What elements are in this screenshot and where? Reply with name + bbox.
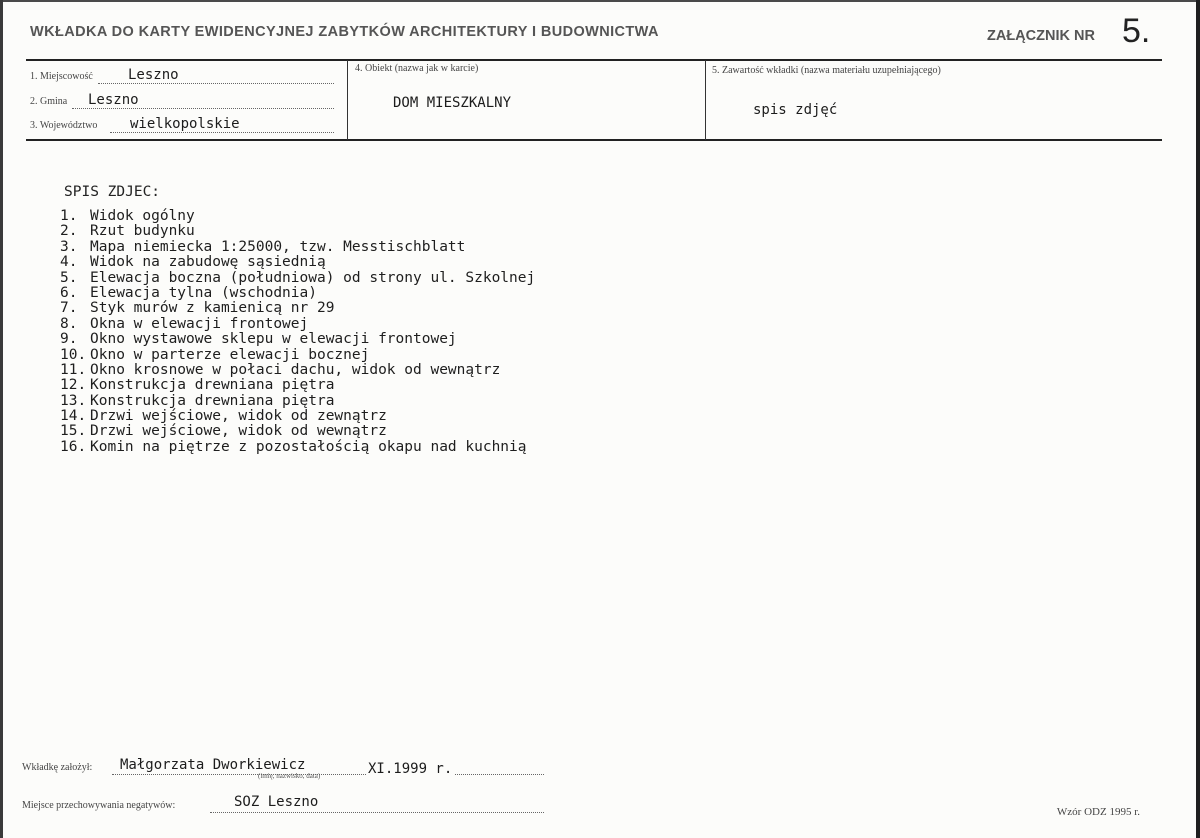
photo-item-text: Okno wystawowe sklepu w elewacji frontowej [90,331,457,348]
date-value: XI.1999 r. [368,761,453,777]
photo-list-item [60,332,535,347]
commune-value: Leszno [88,92,139,108]
photo-list-item [60,317,535,332]
storage-label: Miejsce przechowywania negatywów: [22,800,176,811]
author-hint: (imię, nazwisko, data) [258,772,321,780]
photo-list-item [60,409,535,424]
photo-item-text: Konstrukcja drewniana piętra [90,392,335,409]
photo-item-text: Konstrukcja drewniana piętra [90,377,335,394]
photo-item-number: 12. [60,377,87,394]
photo-list-item [60,394,535,409]
voivodeship-value: wielkopolskie [130,116,240,132]
locality-value: Leszno [128,67,179,83]
annex-label: ZAŁĄCZNIK NR [987,28,1095,44]
commune-label: 2. Gmina [30,96,68,107]
photo-list-item [60,440,535,455]
photo-item-number: 16. [60,438,87,455]
photo-list-item [60,363,535,378]
photo-item-number: 13. [60,392,87,409]
photo-item-text: Okno krosnowe w połaci dachu, widok od wewnątrz [90,361,501,378]
document-title: WKŁADKA DO KARTY EWIDENCYJNEJ ZABYTKÓW ARCHITEKTURY I BUDOWNICTWA [30,24,659,40]
photo-item-number: 4. [60,254,78,271]
photo-item-number: 9. [60,331,78,348]
photo-list-item [60,424,535,439]
scan-edge-left [0,0,3,838]
form-divider-1 [347,60,348,140]
photo-item-text: Drzwi wejściowe, widok od zewnątrz [90,408,387,425]
form-top-rule [26,59,1162,61]
photo-item-text: Widok na zabudowę sąsiednią [90,254,326,271]
content-value: spis zdjęć [753,102,838,118]
photo-list-item [60,209,535,224]
form-bottom-rule [26,139,1162,141]
photo-list-item [60,301,535,316]
storage-dots [210,811,544,813]
photo-item-number: 1. [60,208,78,224]
object-label: 4. Obiekt (nazwa jak w karcie) [355,63,479,74]
voivodeship-label: 3. Województwo [30,120,98,131]
storage-value: SOZ Leszno [234,794,319,810]
photo-item-text: Styk murów z kamienicą nr 29 [90,300,335,317]
photo-list-item [60,348,535,363]
locality-label: 1. Miejscowość [30,71,93,82]
photo-item-number: 14. [60,408,87,425]
form-divider-2 [705,60,706,140]
photo-item-number: 5. [60,269,78,286]
photo-list-item [60,271,535,286]
photo-list-heading: SPIS ZDJEC: [64,184,161,200]
object-value: DOM MIESZKALNY [393,95,512,111]
template-reference: Wzór ODZ 1995 r. [1056,806,1140,818]
photo-list-item [60,286,535,301]
photo-item-text: Widok ogólny [90,208,195,224]
scan-edge-right [1196,0,1200,838]
photo-item-number: 8. [60,315,78,332]
photo-item-text: Drzwi wejściowe, widok od wewnątrz [90,423,387,440]
photo-list-item [60,224,535,239]
photo-item-number: 6. [60,284,78,301]
photo-list-item [60,240,535,255]
photo-item-text: Elewacja tylna (wschodnia) [90,284,317,301]
scan-edge-top [0,0,1200,2]
photo-list [60,209,535,455]
photo-item-number: 7. [60,300,78,317]
author-label: Wkładkę założył: [22,762,93,773]
photo-item-text: Okno w parterze elewacji bocznej [90,346,370,363]
photo-item-text: Komin na piętrze z pozostałością okapu nad kuchnią [90,438,527,455]
photo-item-text: Okna w elewacji frontowej [90,315,309,332]
annex-number: 5. [1122,12,1151,50]
photo-list-item [60,255,535,270]
photo-item-text: Rzut budynku [90,223,195,240]
photo-item-number: 11. [60,361,87,378]
photo-item-number: 2. [60,223,78,240]
photo-item-text: Mapa niemiecka 1:25000, tzw. Messtischblatt [90,238,466,255]
photo-item-number: 10. [60,346,87,363]
photo-item-number: 15. [60,423,87,440]
content-label: 5. Zawartość wkładki (nazwa materiału uzupełniającego) [712,65,941,76]
author-value: Małgorzata Dworkiewicz [120,757,306,773]
photo-item-number: 3. [60,238,78,255]
photo-item-text: Elewacja boczna (południowa) od strony ul. Szkolnej [90,269,536,286]
photo-list-item [60,378,535,393]
author-dots [112,773,544,775]
